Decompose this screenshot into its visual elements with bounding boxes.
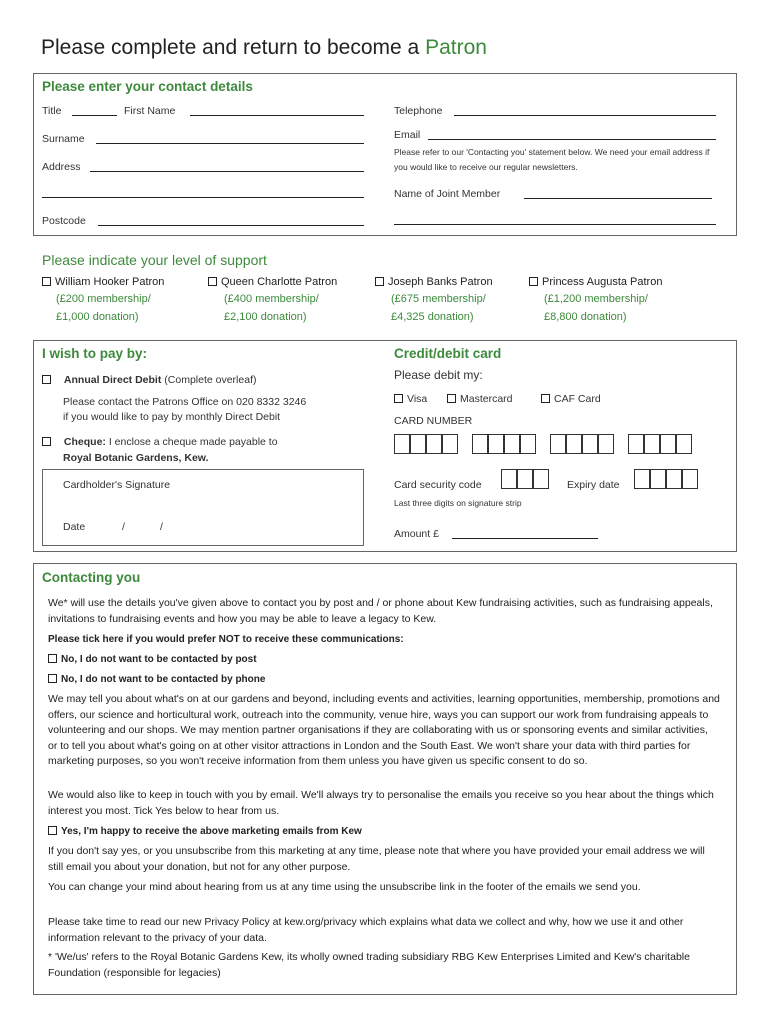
direct-debit-suffix: (Complete overleaf)	[164, 374, 257, 386]
tier-price-1: (£400 membership/	[224, 293, 319, 305]
tier-price-1: (£675 membership/	[391, 293, 486, 305]
email-label: Email	[394, 129, 421, 141]
direct-debit-checkbox[interactable]	[42, 375, 51, 384]
address-field-1[interactable]	[90, 171, 364, 172]
tier-price-1: (£1,200 membership/	[544, 293, 648, 305]
telephone-field[interactable]	[454, 115, 716, 116]
amount-label: Amount £	[394, 528, 439, 540]
first-name-field[interactable]	[190, 115, 364, 116]
surname-label: Surname	[42, 133, 85, 145]
digit-cell[interactable]	[472, 434, 488, 454]
contacting-paragraph-5: You can change your mind about hearing from us at any time using the unsubscribe link in the footer of the emails we send you.	[48, 881, 641, 893]
digit-cell[interactable]	[628, 434, 644, 454]
security-note: Last three digits on signature strip	[394, 498, 522, 508]
card-number-label: CARD NUMBER	[394, 415, 473, 427]
digit-cell[interactable]	[676, 434, 692, 454]
surname-field[interactable]	[96, 143, 364, 144]
date-label: Date	[63, 521, 86, 533]
no-post-option[interactable]	[48, 652, 257, 668]
postcode-label: Postcode	[42, 215, 86, 227]
no-phone-label: No, I do not want to be contacted by phone	[61, 674, 266, 685]
contacting-heading: Contacting you	[42, 570, 141, 585]
tier-price-1: (£200 membership/	[56, 293, 151, 305]
digit-cell[interactable]	[504, 434, 520, 454]
caf-checkbox[interactable]	[541, 394, 550, 403]
telephone-label: Telephone	[394, 105, 443, 117]
mastercard-checkbox[interactable]	[447, 394, 456, 403]
title-field[interactable]	[72, 115, 117, 116]
tier-checkbox[interactable]	[208, 277, 217, 286]
digit-cell[interactable]	[566, 434, 582, 454]
digit-cell[interactable]	[533, 469, 549, 489]
digit-cell[interactable]	[394, 434, 410, 454]
security-code-label: Card security code	[394, 479, 482, 491]
payment-heading: I wish to pay by:	[42, 346, 148, 361]
page-title-accent: Patron	[425, 36, 487, 59]
digit-cell[interactable]	[644, 434, 660, 454]
first-name-label: First Name	[124, 105, 176, 117]
tier-price-2: £8,800 donation)	[544, 311, 627, 323]
cheque-option[interactable]	[42, 436, 278, 448]
page-title	[41, 36, 487, 60]
yes-email-label: Yes, I'm happy to receive the above marketing emails from Kew	[61, 826, 362, 837]
direct-debit-option[interactable]	[42, 374, 256, 386]
address-label: Address	[42, 161, 81, 173]
joint-member-field-2[interactable]	[394, 224, 716, 225]
date-separator-1: /	[122, 521, 125, 533]
signature-label: Cardholder's Signature	[63, 479, 171, 491]
date-separator-2: /	[160, 521, 163, 533]
postcode-field[interactable]	[98, 225, 364, 226]
contacting-paragraph-2: We may tell you about what's on at our gardens and beyond, including events and activities, learning opportunities, membership, promotions and offers, our science and horticultural work, outreach into the community, venue hire, ways you can support our work from fundraising appeals to volunteering and our shops. We may mention partner organisations if they are collaborating with us or sponsoring events and similar activities, or to tell you about what's going on at other visitor attractions in London and the South East. We won't share your data with third parties for marketing purposes, so you won't receive information from them unless you have given us specific consent to do so.	[48, 693, 720, 767]
yes-email-checkbox[interactable]	[48, 826, 57, 835]
digit-cell[interactable]	[520, 434, 536, 454]
digit-cell[interactable]	[598, 434, 614, 454]
mastercard-label: Mastercard	[460, 393, 513, 405]
contacting-paragraph-3: We would also like to keep in touch with you by email. We'll always try to personalise the emails you receive so you hear about the things which interest you most. Tick Yes below to hear from us.	[48, 789, 714, 817]
joint-member-field[interactable]	[524, 198, 712, 199]
direct-debit-note-2: if you would like to pay by monthly Direct Debit	[63, 411, 281, 423]
tier-price-2: £4,325 donation)	[391, 311, 474, 323]
digit-cell[interactable]	[410, 434, 426, 454]
page-title-text: Please complete and return to become a	[41, 36, 420, 59]
email-note: Please refer to our 'Contacting you' statement below. We need your email address if you would like to receive our regular newsletters.	[394, 147, 710, 172]
digit-cell[interactable]	[426, 434, 442, 454]
tier-name: Princess Augusta Patron	[542, 276, 663, 288]
debit-label: Please debit my:	[394, 368, 483, 382]
tier-checkbox[interactable]	[42, 277, 51, 286]
tier-name: William Hooker Patron	[55, 276, 165, 288]
yes-email-option[interactable]	[48, 824, 362, 840]
digit-cell[interactable]	[517, 469, 533, 489]
no-phone-checkbox[interactable]	[48, 674, 57, 683]
email-field[interactable]	[428, 139, 716, 140]
support-heading: Please indicate your level of support	[42, 252, 267, 268]
expiry-label: Expiry date	[567, 479, 620, 491]
joint-member-label: Name of Joint Member	[394, 188, 501, 200]
digit-cell[interactable]	[682, 469, 698, 489]
visa-option[interactable]	[394, 393, 427, 405]
direct-debit-note-1: Please contact the Patrons Office on 020 8332 3246	[63, 396, 307, 408]
cheque-label: Cheque:	[63, 436, 106, 448]
direct-debit-label: Annual Direct Debit	[63, 374, 162, 386]
caf-label: CAF Card	[554, 393, 601, 405]
tick-prompt: Please tick here if you would prefer NOT to receive these communications:	[48, 634, 404, 645]
contacting-paragraph-4: If you don't say yes, or you unsubscribe from this marketing at any time, please note that where you have provided your email address we will still email you about your donation, but not for any other purpose.	[48, 845, 705, 873]
visa-checkbox[interactable]	[394, 394, 403, 403]
cheque-payee: Royal Botanic Gardens, Kew.	[63, 452, 209, 464]
digit-cell[interactable]	[501, 469, 517, 489]
tier-queen-charlotte[interactable]	[208, 276, 337, 326]
cheque-text: I enclose a cheque made payable to	[108, 436, 278, 448]
contact-heading: Please enter your contact details	[42, 79, 253, 94]
digit-cell[interactable]	[442, 434, 458, 454]
contacting-paragraph-6: Please take time to read our new Privacy Policy at kew.org/privacy which explains what data we collect and why, how we use it and other information relevant to the privacy of your data.	[48, 916, 684, 944]
card-heading: Credit/debit card	[394, 346, 502, 361]
address-field-2[interactable]	[42, 197, 364, 198]
digit-cell[interactable]	[660, 434, 676, 454]
tier-checkbox[interactable]	[529, 277, 538, 286]
tier-princess-augusta[interactable]	[529, 276, 662, 326]
tier-name: Queen Charlotte Patron	[221, 276, 338, 288]
tier-william-hooker[interactable]	[42, 276, 164, 326]
digit-cell[interactable]	[634, 469, 650, 489]
digit-cell[interactable]	[550, 434, 566, 454]
amount-field[interactable]	[452, 538, 598, 539]
digit-cell[interactable]	[650, 469, 666, 489]
digit-cell[interactable]	[582, 434, 598, 454]
cheque-checkbox[interactable]	[42, 437, 51, 446]
title-label: Title	[42, 105, 62, 117]
no-post-checkbox[interactable]	[48, 654, 57, 663]
digit-cell[interactable]	[666, 469, 682, 489]
tier-name: Joseph Banks Patron	[388, 276, 493, 288]
tier-price-2: £1,000 donation)	[56, 311, 139, 323]
mastercard-option[interactable]	[447, 393, 513, 405]
visa-label: Visa	[407, 393, 428, 405]
tier-price-2: £2,100 donation)	[224, 311, 307, 323]
contacting-paragraph-7: * 'We/us' refers to the Royal Botanic Gardens Kew, its wholly owned trading subsidiary RBG Kew Enterprises Limited and Kew's charitable Foundation (responsible for legacies)	[48, 951, 690, 979]
tier-joseph-banks[interactable]	[375, 276, 493, 326]
contacting-paragraph-1: We* will use the details you've given above to contact you by post and / or phone about Kew fundraising activities, such as fundraising appeals, invitations to fundraising events and how you may be able to leave a legacy to Kew.	[48, 597, 713, 625]
tier-checkbox[interactable]	[375, 277, 384, 286]
no-post-label: No, I do not want to be contacted by post	[61, 654, 257, 665]
no-phone-option[interactable]	[48, 672, 265, 688]
caf-option[interactable]	[541, 393, 601, 405]
digit-cell[interactable]	[488, 434, 504, 454]
